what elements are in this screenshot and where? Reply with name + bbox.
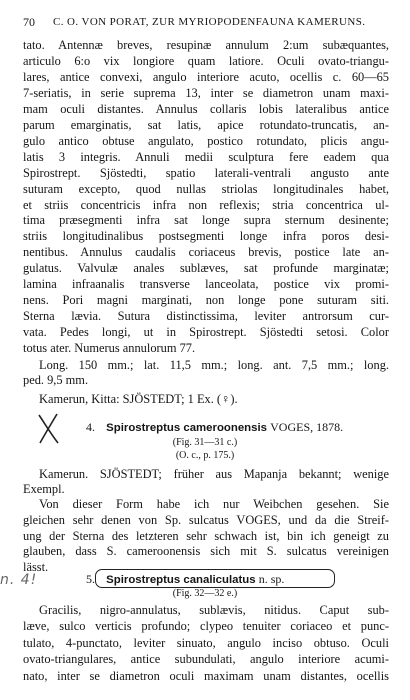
description-line: tima præsegmenti infra sat longe supra sternum desinente; bbox=[23, 213, 389, 228]
german-paragraph-line: lässt. bbox=[23, 560, 49, 575]
description-line: nentibus. Annulus caudalis coriaceus brevis, postice late an- bbox=[23, 245, 389, 260]
measurements-line-2: ped. 9,5 mm. bbox=[23, 373, 89, 387]
description-line: articulo 6:o vix longiore quam latiore. Oculi ovato-triangu- bbox=[23, 53, 389, 68]
margin-note-text: n. 4! bbox=[0, 572, 38, 588]
final-paragraph-line: nato, inter se diametron oculi maximam unam distantes, ocellis bbox=[23, 668, 389, 683]
description-line: 7-seriatis, in serie suprema 13, inter se diametron unam maxi- bbox=[23, 85, 389, 100]
locality-record-2: Kamerun. SJÖSTEDT; früher aus Mapanja bekannt; wenige bbox=[39, 467, 389, 481]
description-line: lamina infraanalis transverse lanceolata, postice vix promi- bbox=[23, 277, 389, 292]
measurements-line: Long. 150 mm.; lat. 11,5 mm.; long. ant. 7,5 mm.; long. bbox=[39, 358, 389, 372]
german-paragraph-line: gleichen sehr denen von Sp. sulcatus VOGES, und da die Streif- bbox=[23, 512, 389, 527]
description-line: parum emarginatis, sat latis, apice rotundato-truncatis, an- bbox=[23, 117, 389, 132]
description-line: totus ater. Numerus annulorum 77. bbox=[23, 341, 196, 356]
final-paragraph-line: ovato-triangulares, antice subundulati, angulo interiore acumi- bbox=[23, 652, 389, 667]
description-line: gulo antico obtuse angulato, postico rotundato, plicis angu- bbox=[23, 133, 389, 148]
final-paragraph-line: læve, sulco verticis profundo; clypeo tenuiter coriaceo et punc- bbox=[23, 619, 389, 634]
final-paragraph-line: Gracilis, nigro-annulatus, sublævis, nitidus. Caput sub- bbox=[39, 603, 389, 617]
page-number: 70 bbox=[23, 15, 35, 29]
species-4-literature-ref: (O. c., p. 175.) bbox=[175, 450, 235, 461]
running-title: C. O. VON PORAT, ZUR MYRIOPODENFAUNA KAMERUNS. bbox=[53, 16, 366, 28]
final-paragraph-line: tulato, 4-punctato, leviter sinuato, angulo inciso obtuso. Oculi bbox=[23, 635, 389, 650]
handwritten-margin-note bbox=[0, 571, 37, 589]
species-5-fig-ref: (Fig. 32—32 e.) bbox=[172, 588, 238, 599]
species-5-number: 5. bbox=[86, 572, 95, 586]
handwritten-bracket bbox=[95, 569, 335, 588]
description-line: suturam excepto, quod nullas striolas longitudinales habet, bbox=[23, 181, 389, 196]
description-line: tato. Antennæ breves, resupinæ annulum 2:um subæquantes, bbox=[23, 38, 389, 52]
description-line: latis 3 integris. Annuli medii sculptura fere eadem qua bbox=[23, 149, 389, 164]
description-line: mam oculi distantes. Annulus collaris lobis lateralibus antice bbox=[23, 101, 389, 116]
description-line: Sterna lævia. Sutura distinctissima, leviter antrorsum cur- bbox=[23, 309, 389, 324]
german-paragraph-line: ung der Sterna des letzteren sehr schwach ist, bin ich geneigt zu bbox=[23, 528, 389, 543]
description-line: nens. Pori magni marginati, non longe pone suturam siti. bbox=[23, 293, 389, 308]
description-line: lares, antice convexi, angulo interiore acuto, ocellis c. 60—65 bbox=[23, 69, 389, 84]
species-4-author: VOGES, 1878. bbox=[270, 420, 344, 434]
running-header bbox=[23, 15, 389, 29]
species-4-name: Spirostreptus cameroonensis bbox=[106, 422, 267, 434]
description-line: vata. Pedes longi, ut in Spirostrept. Sjöstedti setosi. Color bbox=[23, 325, 389, 340]
locality-record-1: Kamerun, Kitta: SJÖSTEDT; 1 Ex. (♀). bbox=[39, 392, 238, 406]
species-4-heading bbox=[86, 419, 396, 435]
german-paragraph-line: glauben, dass S. cameroonensis sich mit S. sulcatus vereinigen bbox=[23, 544, 389, 559]
german-paragraph-line: Von dieser Form habe ich nur Weibchen gesehen. Sie bbox=[39, 497, 389, 511]
species-4-fig-ref: (Fig. 31—31 c.) bbox=[172, 437, 238, 448]
species-5-suffix: n. sp. bbox=[258, 572, 285, 586]
description-line: striis longitudinalibus postsegmenti longe infra poros desi- bbox=[23, 229, 389, 244]
species-4-number: 4. bbox=[86, 420, 95, 434]
description-line: et striis concentricis infra non reflexis; stria concentrica ul- bbox=[23, 197, 389, 212]
locality-record-2b: Exempl. bbox=[23, 482, 65, 496]
description-line: gulatus. Valvulæ anales sublæves, sat profunde marginatæ; bbox=[23, 261, 389, 276]
description-line: Spirostrept. Sjöstedti, spatio laterali-ventrali angusto ante bbox=[23, 165, 389, 180]
species-5-name: Spirostreptus canaliculatus bbox=[106, 574, 256, 586]
